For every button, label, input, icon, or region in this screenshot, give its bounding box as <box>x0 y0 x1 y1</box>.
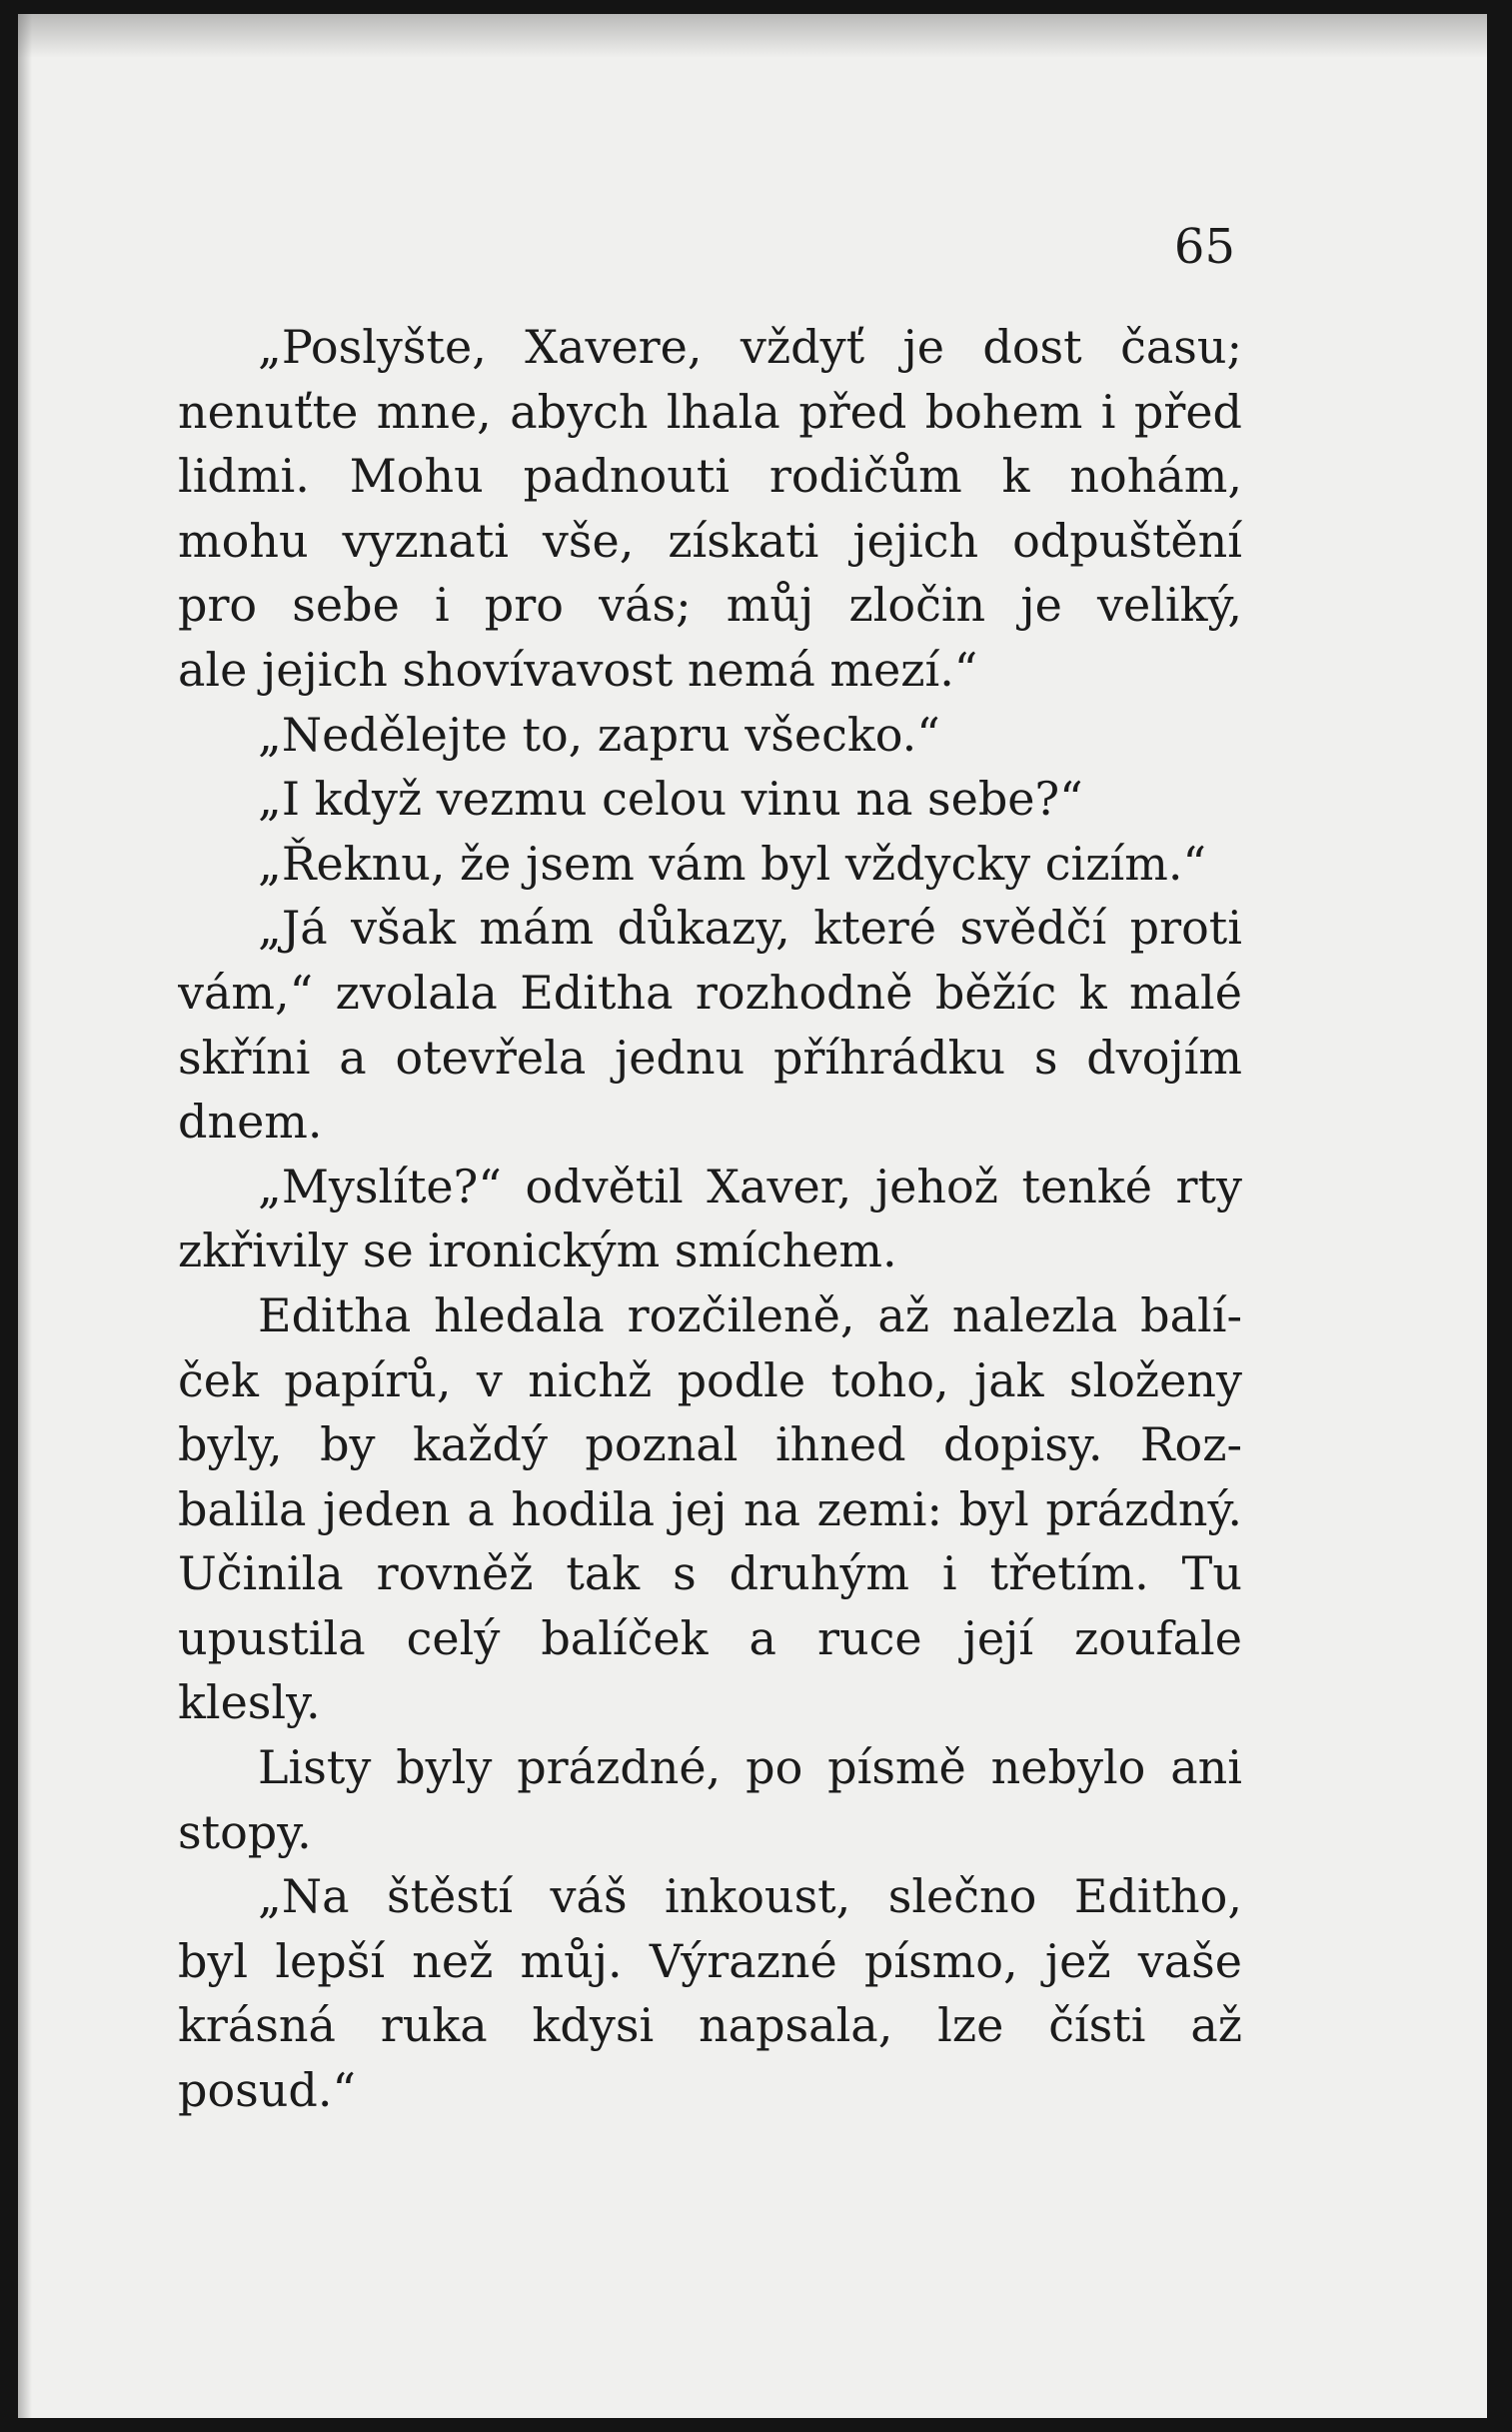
page-number: 65 <box>1173 219 1235 275</box>
text-line: balila jeden a hodila jej na zemi: byl prázdný. <box>178 1481 1242 1536</box>
text-line: Učinila rovněž tak s druhým i třetím. Tu <box>178 1546 1242 1601</box>
text-line: posud.“ <box>178 2063 356 2118</box>
book-page <box>18 14 1487 2418</box>
text-line: „Nedělejte to, zapru všecko.“ <box>258 707 940 762</box>
text-line: byl lepší než můj. Výrazné písmo, jež vaše <box>178 1933 1242 1988</box>
text-line: ale jejich shovívavost nemá mezí.“ <box>178 642 978 697</box>
text-line: Editha hledala rozčileně, až nalezla balí- <box>258 1287 1242 1342</box>
body-text <box>178 315 1242 2123</box>
text-line: skříni a otevřela jednu příhrádku s dvojím <box>178 1030 1242 1085</box>
text-line: „Poslyšte, Xavere, vždyť je dost času; <box>258 320 1242 374</box>
text-line: byly, by každý poznal ihned dopisy. Roz- <box>178 1417 1242 1472</box>
text-line: nenuťte mne, abych lhala před bohem i před <box>178 384 1242 439</box>
text-line: stopy. <box>178 1804 312 1859</box>
text-line: Listy byly prázdné, po písmě nebylo ani <box>258 1740 1242 1795</box>
text-line: vám,“ zvolala Editha rozhodně běžíc k malé <box>178 965 1242 1020</box>
text-line: „Řeknu, že jsem vám byl vždycky cizím.“ <box>258 836 1206 891</box>
text-line: mohu vyznati vše, získati jejich odpuštění <box>178 513 1242 568</box>
text-line: dnem. <box>178 1095 323 1150</box>
scan-shadow-top <box>18 14 1487 58</box>
text-line: „Já však mám důkazy, které svědčí proti <box>258 901 1242 956</box>
text-line: zkřivily se ironickým smíchem. <box>178 1223 897 1278</box>
text-line: lidmi. Mohu padnouti rodičům k nohám, <box>178 449 1242 504</box>
text-line: pro sebe i pro vás; můj zločin je veliký, <box>178 578 1242 633</box>
text-line: „I když vezmu celou vinu na sebe?“ <box>258 772 1083 827</box>
text-line: krásná ruka kdysi napsala, lze čísti až <box>178 1998 1242 2053</box>
text-line: upustila celý balíček a ruce její zoufale <box>178 1610 1242 1665</box>
text-line: „Na štěstí váš inkoust, slečno Editho, <box>258 1869 1242 1924</box>
text-line: klesly. <box>178 1675 321 1730</box>
text-line: „Myslíte?“ odvětil Xaver, jehož tenké rty <box>258 1159 1242 1214</box>
scan-shadow-left <box>18 14 32 2418</box>
text-line: ček papírů, v nichž podle toho, jak složeny <box>178 1352 1242 1407</box>
